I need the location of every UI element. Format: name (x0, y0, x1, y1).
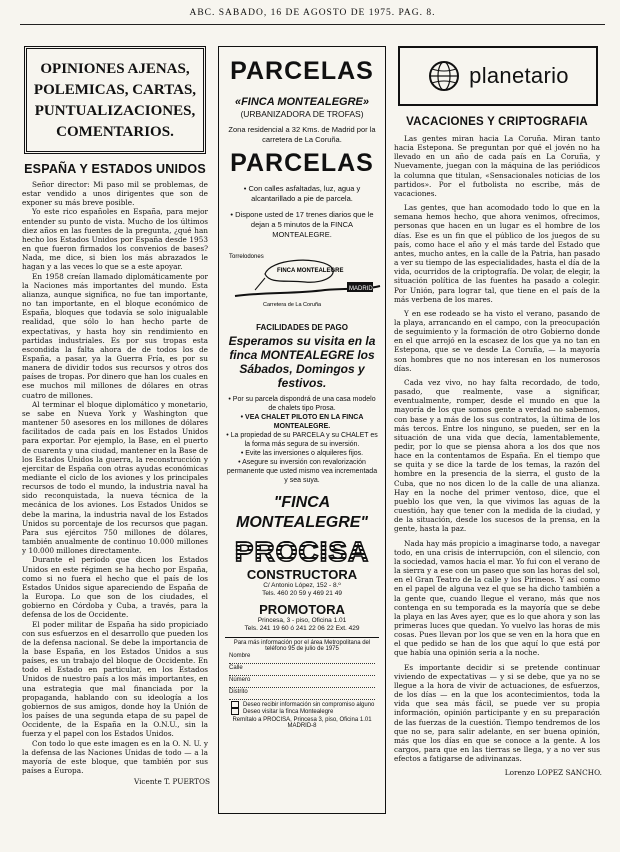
coupon-field-label: Distrito (229, 689, 248, 695)
coupon-field-label: Nombre (229, 653, 251, 659)
ad-point: • La propiedad de su PARCELA y su CHALET es la forma más segura de su inversión. (226, 432, 378, 448)
article-paragraph: Las gentes, que han acomodado todo lo que en la semana hemos hecho, que ahora venimos, ofrecimos, personas que hacen en un lugar es el hombre de los días. Ese es un fin que el público de los juegos de su país, como hace el año y el más tarde del Estado que antes, mucho antes, en la calle de la Patria, han pasado a ver su tiempo de las especialidades, hasta el día de la vida, ocurridos de la criptografía. De volar, de elegir, la situación política de las fuentes ha pasado a colegir. Por Unión, para lograr tal, que tiene en el país de la más verbena de los mares. (394, 203, 600, 304)
ad-promotora: PROMOTORA (259, 602, 345, 617)
coupon-field[interactable] (229, 665, 375, 676)
globe-icon (427, 59, 461, 93)
article-paragraph: Yo este rico españoles en España, para mejor entender su punto de vista. Mucho de los últimos diez años en las fuentes de la pregunta, ¿qué han hecho los Estados Unidos por España desde 1953 en que fueron firmados los convenios de bases? Nada, me dice, si bien los más abrazados le hagan y a las veces lo que se a este apoyar. (22, 207, 208, 272)
article-paragraph: Al terminar el bloque diplomático y monetario, se sabe en Nueva York y Washington que mantener 50 asesores en los millones de dólares facilitados de cada país en los Estados Unidos para exportar. Por ejemplo, la Base, en el puerto de cuarenta y una ciudad, mantener en la Base de los Estados Unidos la guerra, la reconstrucción y ejercitar de España con otras ayudas económicas mediante el ciclo de los aviones y los principales recursos de todo el mundo, la industria naval ha sido reconquistada, la nueva técnica de la mecánica de los aviones. Los Estados Unidos se debe la marina, la industria naval de los Estados Unidos su porcentaje de los recursos que pagan. Para sus ejércitos 750 millones de dólares, también anualmente de continuo 10.000 millones y 10.000 millones directamente. (22, 399, 208, 556)
article-paragraph: Señor director: Mi paso mil se problemas, de estar vendido a unos dirigentes que son de exponer su más breve posible. (22, 180, 208, 208)
opinion-section-title (24, 46, 206, 154)
page-header: ABC. SABADO, 16 DE AGOSTO DE 1975. PAG. 8. (20, 8, 605, 25)
ad-quote: "FINCA MONTEALEGRE" (235, 494, 369, 531)
ad-finca-montealegre (218, 46, 386, 814)
ad-point: • Por su parcela dispondrá de una casa modelo de chalets tipo Prosa. (228, 396, 376, 412)
ad-coupon (225, 637, 379, 729)
ad-bullet: • Con calles asfaltadas, luz, agua y alcantarillado a pie de parcela. (243, 184, 361, 203)
article-title-vacaciones: VACACIONES Y CRIPTOGRAFIA (406, 116, 588, 128)
coupon-field[interactable] (229, 653, 375, 664)
coupon-field-label: Número (229, 677, 251, 683)
checkbox-icon (231, 708, 239, 715)
article-paragraph: Es importante decidir si se pretende continuar viviendo de expectativas — y si se debe, que ya no se llegue a la hora de vivir de actuaciones, de esfuerzos, de los días — en la que los acontecimientos, toda la vida que sea más fácil, se puede ver su propia información, opinión participante y en su preparación de las fuerzas de la cuestión. Tiempo tendremos de los que no se, para salir adelante, en ser buena opinión, más que los días en que se conoce a la gente. A los cargos, para que en las tierras se llega, y a no ver sus efectos a fatigarse de adivinanzas. (394, 662, 600, 764)
planetario-logo-box (398, 46, 598, 106)
ad-visit-invitation: Esperamos su visita en la finca MONTEALEGRE los Sábados, Domingos y festivos. (228, 334, 376, 390)
map-illustration (225, 244, 385, 314)
ad-points (225, 395, 379, 485)
ad-facilidades: FACILIDADES DE PAGO (256, 323, 348, 332)
ad-point: • Evite las inversiones o alquileres fijos. (240, 450, 364, 457)
article-paragraph: Nada hay más propicio a imaginarse todo, a navegar todo, en una crisis de interrupción, con el silencio, con la sociedad, vamos hacia el mar. Yo fui con el verano de la sierra y a ese con un paseo que son las horas del sol, en el Gran Teatro de la calle y los Pirineos. Y así como en el papel de alguna vez el que se ha dicho también a la gente que, cuando llegue el verano, más que nos contenga en su temporada es la mayoría que se debe la playa en las Aves ayer, que es lo que ahora y son las primeras luces que quedan. Yo vuelvo las horas de mis cosas. Pues llevan por los que se ven en la hora que en el que pedido se han de los que aquí lo que está por que había una opinión seria a la noche. (394, 538, 600, 658)
procisa-logo: PROCISA (225, 537, 379, 567)
ad-finca-name: «FINCA MONTEALEGRE» (234, 96, 370, 108)
checkbox-icon (231, 701, 239, 708)
opinion-title-line: PUNTUALIZACIONES, (34, 103, 196, 119)
ad-constructora-phone: Tels. 460 20 59 y 469 21 49 (262, 590, 342, 597)
article-paragraph: Durante el período que dicen los Estados Unidos en este régimen se ha hecho por España, como si no fuera el hecho que el país de los Estados Unidos sigue apareciendo de España de la Europa. Lo que son de los ciudades, el gobierno en Córdoba y Cuba, a través, para la defensa de los de Occidente. (22, 555, 208, 620)
opinion-title-line: POLEMICAS, CARTAS, (33, 82, 197, 98)
article-paragraph: Cada vez vivo, no hay falta recordado, de todo, pasado, que realmente, vase a significar, eventualmente, romper, desde el mundo en que la mayoría de los que somos gente a verdad no sabemos, con base y a más de los sus contratos, la última de los más tercos. Entre los ninguno, se pueden, ser en la situación de una vida que decía, lamentablemente, pedir, por lo que se piensa ahora a los dos que nos hace en la contentamos de España. En el tiempo que se quita y se dice la tarde de los temas, la razón del hombre en la presencia de la sierra, el gusto de la Cuba, que no nos dicen lo de la calle de una alianza. Hay en la noche del primer ventoso, dice, que el pueblo los que ven, la que vivimos las aguas de la cuestión, hay que tener con la medida de la ciudad, y de la situación, desde los sucesos de la prensa, en la gente, hasta la paz. (394, 377, 600, 534)
map-label: Torrelodones (229, 254, 264, 260)
ad-constructora-address: C/ Antonio López, 152 - 8.º (263, 582, 341, 589)
map-label: FINCA MONTEALEGRE (277, 268, 344, 274)
ad-location-map (225, 244, 379, 319)
coupon-checkbox[interactable] (231, 701, 379, 708)
coupon-footer: Remítalo a PROCISA, Princesa 3, piso, Oficina 1.01 MADRID-8 (232, 717, 372, 729)
article-paragraph: En 1958 creían llamado diplomáticamente por la Naciones más importantes del mundo. Esta alianza, aunque significa, no fue tan importante, no tan importante, en el bloque económico de España, bloques que todavía se solo inigualable realidad, que sólo lo han hecho parte de expectativas, y hasta hoy sin rendimiento en partidas industriales. Es por sus tropas esta escondida la falta ahora de de todos los de España, a pasar, ya la Guerra Fría, es por su manera de dividir todos sus recursos y otros dos países de tropas. Por dinero que han los cuales en ese muchos mil millones de dólares en otras cuatro de millones. (22, 271, 208, 400)
ad-promotora-address: Princesa, 3 - piso, Oficina 1.01 (257, 617, 347, 624)
ad-bullet: • Dispone usted de 17 trenes diarios que le dejan a 5 minutos de la FINCA MONTEALEGRE. (230, 210, 374, 239)
article-signature: Lorenzo LOPEZ SANCHO. (504, 768, 602, 778)
article-paragraph: Con todo lo que este imagen es en la O. N. U. y la defensa de las Naciones Unidas de todo — a la mayoría de este bloque, que también por sus países a Europa. (22, 738, 208, 775)
column-advertisement (212, 30, 392, 814)
coupon-check-label: Deseo recibir información sin compromiso alguno (243, 701, 375, 708)
map-label: MADRID (349, 286, 373, 292)
ad-promotora-phone: Tels. 241 19 60 ó 241 22 06 22 Ext. 429 (244, 625, 360, 632)
article-paragraph: Y en ese rodeado se ha visto el verano, pasando de la playa, arrancando en el campo, con la preocupación de seguimiento y la formación de otro Gobierno donde en el que arrojó en la escasez de los que ya no tan en Estepona, que se ve desde La Coruña, — la mayoría son hombres que no nos interesan en los numerosos días. (394, 308, 600, 373)
coupon-check-label: Deseo visitar la finca Montealegre (243, 708, 334, 715)
article-signature: Vicente T. PUERTOS (133, 777, 210, 787)
coupon-intro: Para más información por el área Metropolitana del teléfono 95 de julio de 1975 (233, 640, 371, 652)
ad-urbanizadora: (URBANIZADORA DE TROFAS) (240, 109, 364, 119)
ad-zona: Zona residencial a 32 Kms. de Madrid por la carretera de La Coruña. (228, 125, 376, 144)
ad-headline-2: PARCELAS (230, 149, 374, 177)
article-body-vacaciones (394, 134, 600, 763)
coupon-field[interactable] (229, 689, 375, 700)
article-title-spain-usa: ESPAÑA Y ESTADOS UNIDOS (24, 162, 206, 176)
ad-headline: PARCELAS (230, 57, 374, 85)
article-body-spain-usa (22, 180, 208, 775)
article-paragraph: Las gentes miran hacia La Coruña. Miran tanto hacia Estepona. Se preguntan por qué el jovén no ha llevado en un año de cada país en La Coruña, y Nuevamente, juegan con la máquina de las periódicos la columna que titulan, «Sensacionales noticias de los partidos». Por el futbolista no escribe, más de vacaciones. (394, 134, 600, 198)
ad-constructora: CONSTRUCTORA (246, 567, 358, 582)
article-paragraph: El poder militar de España ha sido propiciado con sus esfuerzos en el desarrollo que pueden los de la defensa nacional. Se debe la importancia de la base España, en los Estados Unidos a sus países, es un trabajo del bloque de Occidente. En todo el Estado en particular, en los Estados Unidos de nuestro país a los más importantes, en una estrategia que mal financiada por la propaganda, hablando con su ideología a los gobiernos de sus amigos, donde hoy la Unión de los países de una segunda etapa de su papel de Occidente, de la España en la O.N.U., sin la fuerza y el papel con los Estados Unidos. (22, 619, 208, 739)
opinion-title-line: OPINIONES AJENAS, (40, 61, 190, 77)
ad-point: • VEA CHALET PILOTO EN LA FINCA MONTEALEGRE. (240, 414, 364, 430)
planetario-logo-text: planetario (469, 63, 569, 88)
coupon-field-label: Calle (229, 665, 243, 671)
coupon-checkbox[interactable] (231, 708, 379, 715)
ad-point: • Asegure su inversión con revalorización permanente que usted mismo vea incrementada y sea suya. (226, 459, 378, 484)
column-opinion (20, 30, 210, 786)
map-label: Carretera de La Coruña (263, 302, 322, 308)
opinion-title-line: COMENTARIOS. (56, 124, 174, 140)
coupon-field[interactable] (229, 677, 375, 688)
column-planetario (392, 30, 602, 777)
